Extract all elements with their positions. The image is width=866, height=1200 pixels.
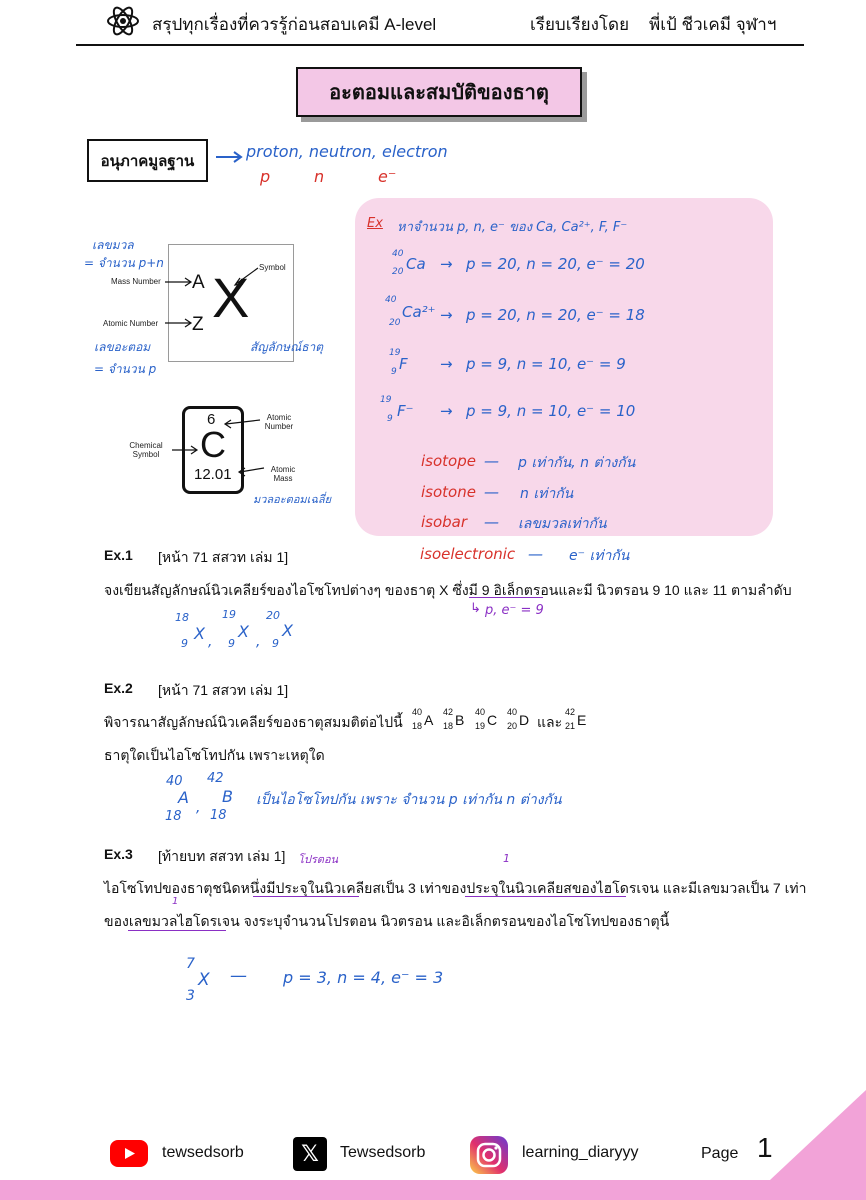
ex3-note-one: 1 <box>503 852 510 865</box>
ans-symbol: X <box>282 621 293 640</box>
ex3-answer-atomic: 3 <box>186 988 195 1004</box>
row-mass: 40 <box>385 295 397 305</box>
term-isobar: isobar <box>421 513 468 531</box>
row-result: p = 20, n = 20, e⁻ = 20 <box>466 255 645 273</box>
element-symbol-x: X <box>212 266 250 329</box>
sym-atomic: 18 <box>412 721 423 731</box>
row-mass: 19 <box>389 348 401 358</box>
ans-mass: 19 <box>222 608 236 621</box>
row-symbol: F <box>399 355 408 373</box>
sym-mass: 40 <box>507 707 518 717</box>
ex3-line2: ของเลขมวลไฮโดรเจน จงระบุจำนวนโปรตอน นิวตรอน และอิเล็กตรอนของไอโซโทปของธาตุนี้ <box>104 913 670 929</box>
note-atomic: เลขอะตอม <box>94 340 151 354</box>
x-icon[interactable]: 𝕏 <box>293 1137 327 1171</box>
sym-atomic: 21 <box>565 721 576 731</box>
symbol-label: Symbol <box>259 263 286 272</box>
ex1-note: p, e⁻ = 9 <box>485 603 544 618</box>
ans-atomic: 9 <box>228 637 235 650</box>
row-atomic: 9 <box>391 367 397 377</box>
ex2-answer: เป็นไอโซโทปกัน เพราะ จำนวน p เท่ากัน n ต่างกัน <box>256 792 562 808</box>
ans-mass: 18 <box>175 611 189 624</box>
ex-label: Ex <box>367 216 383 231</box>
row-symbol: Ca <box>406 255 426 273</box>
sym-letter: B <box>455 712 465 728</box>
ex3-ref: [ท้ายบท สสวท เล่ม 1] <box>158 848 286 864</box>
row-symbol: Ca²⁺ <box>402 303 436 321</box>
particles-label: อนุภาคมูลฐาน <box>87 139 208 182</box>
row-result: p = 20, n = 20, e⁻ = 18 <box>466 306 645 324</box>
header-divider <box>76 44 804 46</box>
note-average-mass: มวลอะตอมเฉลี่ย <box>253 493 332 506</box>
ans-symbol: B <box>222 787 233 806</box>
row-result: p = 9, n = 10, e⁻ = 10 <box>466 402 636 420</box>
particle-symbol: e⁻ <box>378 167 397 186</box>
sym-letter: A <box>424 712 434 728</box>
cell-arrows <box>168 412 268 482</box>
note-symbol: สัญลักษณ์ธาตุ <box>250 340 324 354</box>
sym-letter: E <box>577 712 587 728</box>
atomic-number-label: Atomic Number <box>103 319 159 328</box>
ans-atomic: 18 <box>210 808 227 823</box>
particle-symbol: p <box>260 167 271 186</box>
cell-symbol: C <box>200 424 226 465</box>
ex2-ref: [หน้า 71 สสวท เล่ม 1] <box>158 682 289 698</box>
footer-corner <box>770 1090 866 1180</box>
x-handle[interactable]: Tewsedsorb <box>340 1144 426 1161</box>
header-author: พี่เป้ ชีวเคมี จุฬาฯ <box>649 15 777 34</box>
footer-band <box>0 1180 866 1200</box>
sym-letter: D <box>519 712 530 728</box>
ans-atomic: 9 <box>181 637 188 650</box>
mass-letter: A <box>192 272 205 293</box>
and-word: และ <box>537 714 563 730</box>
term-def: เลขมวลเท่ากัน <box>518 516 607 532</box>
row-mass: 19 <box>380 395 392 405</box>
ex-prompt: หาจำนวน p, n, e⁻ ของ Ca, Ca²⁺, F, F⁻ <box>397 220 628 235</box>
page-number: 1 <box>757 1132 773 1163</box>
sym-mass: 42 <box>565 707 576 717</box>
ans-atomic: 18 <box>165 809 182 824</box>
ans-symbol: A <box>178 788 189 807</box>
instagram-handle[interactable]: learning_diaryyy <box>522 1144 639 1161</box>
sym-atomic: 19 <box>475 721 486 731</box>
sym-mass: 40 <box>412 707 423 717</box>
atom-icon <box>106 4 140 38</box>
ans-symbol: X <box>238 622 249 641</box>
cell-atomic-mass: 12.01 <box>194 466 232 483</box>
ex3-note-proton: โปรตอน <box>298 853 339 866</box>
term-isotope: isotope <box>421 452 476 470</box>
ex2-label: Ex.2 <box>104 680 133 696</box>
atomic-number-label-c: Atomic Number <box>264 413 294 431</box>
term-isotone: isotone <box>421 483 476 501</box>
ex1-question: จงเขียนสัญลักษณ์นิวเคลียร์ของไอโซโทปต่างๆ ของธาตุ X ซึ่งมี 9 อิเล็กตรอนและมี นิวตรอน 9 10 และ 11 ตามลำดับ <box>104 582 792 598</box>
header-title: สรุปทุกเรื่องที่ควรรู้ก่อนสอบเคมี A-level <box>152 15 437 34</box>
note-atomic-eq: = จำนวน p <box>94 362 157 376</box>
ex3-line1: ไอโซโทปของธาตุชนิดหนึ่งมีประจุในนิวเคลียสเป็น 3 เท่าของประจุในนิวเคลียสของไฮโดรเจน และมีเลขมวลเป็น 7 เท่า <box>104 880 807 896</box>
cell-atomic-number: 6 <box>207 411 216 428</box>
arrow-right-icon <box>214 150 244 164</box>
diagram-arrows <box>160 260 270 340</box>
ex2-question: พิจารณาสัญลักษณ์นิวเคลียร์ของธาตุสมมติต่อไปนี้ <box>104 714 403 730</box>
particle-symbol: n <box>314 167 325 186</box>
ex3-note-one-2: 1 <box>172 896 179 907</box>
ex3-label: Ex.3 <box>104 846 133 862</box>
term-def: n เท่ากัน <box>520 486 574 502</box>
ex1-ref: [หน้า 71 สสวท เล่ม 1] <box>158 549 289 565</box>
term-def: p เท่ากัน, n ต่างกัน <box>518 455 636 471</box>
ans-mass: 20 <box>266 609 280 622</box>
ans-mass: 42 <box>207 771 224 786</box>
atomic-letter: Z <box>192 314 204 335</box>
row-atomic: 9 <box>387 414 393 424</box>
youtube-icon[interactable] <box>110 1140 148 1167</box>
row-result: p = 9, n = 10, e⁻ = 9 <box>466 355 626 373</box>
note-mass-eq: = จำนวน p+n <box>84 256 164 270</box>
term-isoelectronic: isoelectronic <box>420 545 516 563</box>
mass-number-label: Mass Number <box>111 277 161 286</box>
sym-atomic: 20 <box>507 721 518 731</box>
sym-mass: 40 <box>475 707 486 717</box>
row-mass: 40 <box>392 249 404 259</box>
ex3-answer-mass: 7 <box>186 956 195 972</box>
ans-symbol: X <box>194 624 205 643</box>
chemical-symbol-label: Chemical Symbol <box>129 441 163 459</box>
youtube-handle[interactable]: tewsedsorb <box>162 1144 244 1161</box>
sym-mass: 42 <box>443 707 454 717</box>
ex2-question-2: ธาตุใดเป็นไอโซโทปกัน เพราะเหตุใด <box>104 747 325 763</box>
header-by-label: เรียบเรียงโดย <box>530 15 630 34</box>
instagram-icon[interactable] <box>470 1136 508 1174</box>
row-symbol: F⁻ <box>397 402 414 420</box>
sym-atomic: 18 <box>443 721 454 731</box>
note-mass: เลขมวล <box>92 238 134 252</box>
term-def: e⁻ เท่ากัน <box>569 548 630 564</box>
row-atomic: 20 <box>392 267 404 277</box>
atomic-mass-label: Atomic Mass <box>270 465 296 483</box>
page-label: Page <box>701 1145 739 1162</box>
ans-mass: 40 <box>166 774 183 789</box>
ex3-answer: p = 3, n = 4, e⁻ = 3 <box>283 968 444 987</box>
section-title: อะตอมและสมบัติของธาตุ <box>296 67 582 117</box>
particles-note: proton, neutron, electron <box>246 142 448 161</box>
ex3-answer-symbol: X <box>198 970 210 990</box>
sym-letter: C <box>487 712 498 728</box>
ans-atomic: 9 <box>272 637 279 650</box>
ex1-label: Ex.1 <box>104 547 133 563</box>
row-atomic: 20 <box>389 318 401 328</box>
